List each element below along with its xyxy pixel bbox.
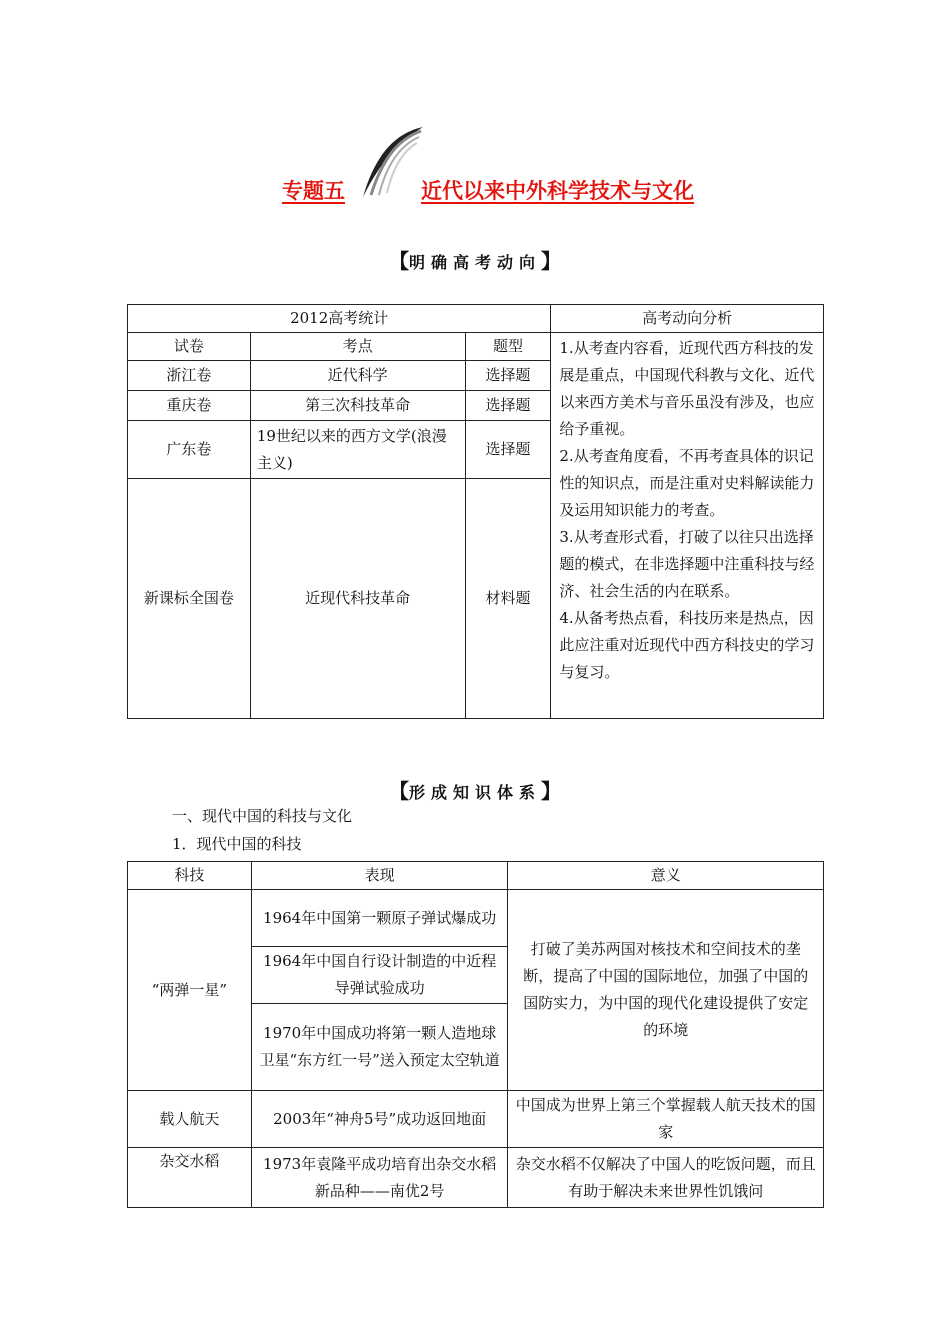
section-banner-trends [0,245,950,274]
analysis-item: 4.从备考热点看，科技历来是热点，因此应注重对近现代中西方科技史的学习与复习。 [559,609,815,681]
banner-text: 明确高考动向 [408,253,541,272]
stats-header: 2012高考统计 [128,305,551,333]
tech-meaning: 杂交水稻不仅解决了中国人的吃饭问题，而且有助于解决未来世界性饥饿问 [508,1148,824,1208]
tech-meaning: 中国成为世界上第三个掌握载人航天技术的国家 [508,1091,824,1148]
table-cell: 浙江卷 [128,361,251,391]
tech-item: 2003年“神舟5号”成功返回地面 [251,1091,508,1148]
tech-item: 1964年中国自行设计制造的中近程导弹试验成功 [251,947,508,1004]
tech-item: 1970年中国成功将第一颗人造地球卫星“东方红一号”送入预定太空轨道 [251,1004,508,1091]
table-cell: 第三次科技革命 [250,391,465,421]
table-cell: 选择题 [465,421,551,479]
bracket-left: 【 [388,249,409,273]
column-header: 题型 [465,333,551,361]
table-cell: 广东卷 [128,421,251,479]
modern-china-tech-table [127,861,824,1208]
analysis-item: 1.从考查内容看，近现代西方科技的发展是重点，中国现代科教与文化、近代以来西方美术与音乐虽没有涉及，也应给予重视。 [559,339,815,438]
section-banner-knowledge [0,775,950,804]
table-cell: 选择题 [465,361,551,391]
bracket-right: 】 [541,249,561,273]
table-cell: 近现代科技革命 [250,479,465,719]
analysis-item: 3.从考查形式看，打破了以往只出选择题的模式，在非选择题中注重科技与经济、社会生活的内在联系。 [559,528,815,600]
column-header: 考点 [250,333,465,361]
tech-item: 1964年中国第一颗原子弹试爆成功 [251,890,508,947]
analysis-item: 2.从考查角度看，不再考查具体的识记性的知识点，而是注重对史料解读能力及运用知识能力的考查。 [559,447,815,519]
tech-name: 杂交水稻 [128,1148,252,1208]
tech-meaning: 打破了美苏两国对核技术和空间技术的垄断，提高了中国的国际地位，加强了中国的国防实力，为中国的现代化建设提供了安定的环境 [508,890,824,1091]
column-header: 科技 [128,862,252,890]
bracket-right: 】 [541,779,561,803]
exam-statistics-table [127,304,824,719]
table-cell: 重庆卷 [128,391,251,421]
tech-name: 载人航天 [128,1091,252,1148]
tech-item: 1973年袁隆平成功培育出杂交水稻新品种——南优2号 [251,1148,508,1208]
subsection-heading: 1．现代中国的科技 [172,835,302,853]
column-header: 试卷 [128,333,251,361]
table-cell: 新课标全国卷 [128,479,251,719]
column-header: 表现 [251,862,508,890]
section-heading: 一、现代中国的科技与文化 [172,807,353,825]
table-cell: 材料题 [465,479,551,719]
table-cell: 19世纪以来的西方文学(浪漫主义) [250,421,465,479]
topic-label: 专题五 [282,178,345,203]
table-cell: 选择题 [465,391,551,421]
tech-name: “两弹一星” [128,890,252,1091]
column-header: 意义 [508,862,824,890]
topic-title: 近代以来中外科学技术与文化 [421,178,694,203]
banner-text: 形成知识体系 [408,783,541,802]
analysis-cell [551,333,824,719]
table-cell: 近代科学 [250,361,465,391]
page-title [0,175,950,207]
analysis-header: 高考动向分析 [551,305,824,333]
bracket-left: 【 [388,779,409,803]
